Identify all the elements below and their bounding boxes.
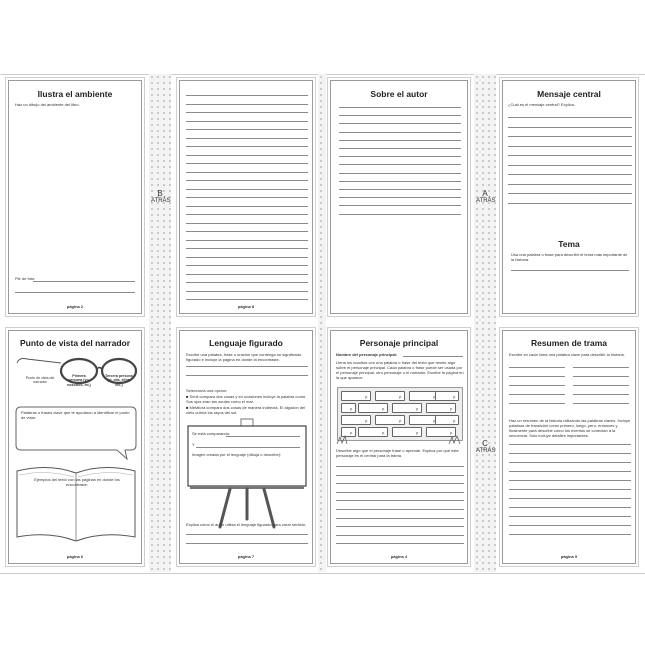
writing-line[interactable] (508, 165, 632, 166)
keyword-line[interactable] (573, 367, 629, 368)
lens-first-person[interactable]: Primera persona (yo, nosotros, mi,) (67, 374, 91, 387)
panel-title: Punto de vista del narrador (19, 338, 131, 348)
writing-line[interactable] (339, 205, 461, 206)
brick-box[interactable] (358, 403, 388, 413)
panel-title: Resumen de trama (530, 338, 608, 348)
brick-page-label: p. (365, 395, 368, 399)
keyword-line[interactable] (573, 376, 629, 377)
panel-punto-de-vista (8, 330, 142, 564)
caption-line-2[interactable] (15, 292, 135, 293)
writing-line[interactable] (509, 498, 631, 499)
panel-resumen-trama (502, 330, 636, 564)
keyword-line[interactable] (573, 385, 629, 386)
keyword-line[interactable] (509, 385, 565, 386)
writing-line[interactable] (339, 197, 461, 198)
writing-line[interactable] (186, 146, 308, 147)
writing-line[interactable] (186, 155, 308, 156)
writing-line[interactable] (186, 240, 308, 241)
writing-line[interactable] (186, 121, 308, 122)
keyword-line[interactable] (509, 376, 565, 377)
panel-question: ¿Cuál es el mensaje central? Explica. (508, 102, 575, 107)
writing-line[interactable] (186, 248, 308, 249)
brick-page-label: p. (450, 407, 453, 411)
panel-sobre-autor (330, 80, 468, 314)
writing-line[interactable] (186, 214, 308, 215)
writing-line[interactable] (336, 543, 464, 544)
writing-line[interactable] (186, 265, 308, 266)
brick-box[interactable] (375, 391, 405, 401)
keyword-line[interactable] (573, 403, 629, 404)
brick-box[interactable] (435, 415, 459, 425)
tema-instruction: Usa una palabra o frase para describir el tema más importante de la historia. (511, 252, 628, 262)
writing-line[interactable] (186, 274, 308, 275)
brick-page-label: p. (416, 407, 419, 411)
brick-page-label: p. (365, 419, 368, 423)
easel-compare-label: Se está comparando: (192, 431, 231, 436)
page-number: página 8 (237, 304, 255, 309)
writing-line[interactable] (508, 174, 632, 175)
writing-line[interactable] (509, 525, 631, 526)
writing-line[interactable] (186, 282, 308, 283)
answer-line[interactable] (511, 270, 629, 271)
marker-b-label: ATRÁS (151, 198, 171, 204)
marker-a-label: ATRÁS (476, 198, 496, 204)
writing-line[interactable] (339, 148, 461, 149)
footer-instruction: Explica cómo el autor utiliza el lenguaje figurado para crear sentido. (186, 522, 307, 527)
writing-line[interactable] (339, 132, 461, 133)
panel-title: Lenguaje figurado (209, 338, 283, 348)
panel-instruction: Escribe una palabra, frase u oración que contenga un significado figurado e incluye la página en donde la encontraste. (186, 352, 302, 362)
option-simil-text: Símil compara dos cosas y en ocasiones incluye la palabra como. Sus ojos eran tan azules como el mar. (186, 394, 307, 404)
writing-line[interactable] (186, 291, 308, 292)
caption-label: Pie de foto: (15, 276, 36, 281)
grass-decoration (337, 435, 463, 445)
lens-third-person[interactable]: Tercera persona (el, ella, ellos, etc.) (105, 374, 133, 387)
writing-line[interactable] (339, 115, 461, 116)
brick-page-label: p. (399, 419, 402, 423)
writing-line[interactable] (186, 112, 308, 113)
writing-line[interactable] (339, 173, 461, 174)
dotted-strip-right (474, 74, 496, 572)
name-label: Nombre del personaje principal: (336, 352, 398, 357)
keyword-line[interactable] (509, 394, 565, 395)
writing-line[interactable] (336, 500, 464, 501)
keyword-line[interactable] (509, 367, 565, 368)
panel-instruction: Haz un dibujo del ambiente del libro. (15, 102, 80, 107)
writing-line[interactable] (509, 453, 631, 454)
writing-line[interactable] (336, 509, 464, 510)
brick-page-label: p. (382, 407, 385, 411)
writing-line[interactable] (509, 480, 631, 481)
writing-line[interactable] (339, 189, 461, 190)
writing-line[interactable] (336, 475, 464, 476)
brick-page-label: p. (453, 395, 456, 399)
panel-title: Mensaje central (537, 89, 601, 99)
brick-box[interactable] (375, 415, 405, 425)
dotted-strip-left (149, 74, 171, 572)
marker-b-letter: B (157, 189, 163, 198)
panel-lined-page (179, 80, 313, 314)
writing-line[interactable] (509, 471, 631, 472)
brick-page-label: p. (350, 431, 353, 435)
describe-instruction: Describe algo que el personaje frase o aprende. Explica por qué este personaje es el central para la trama. (336, 448, 459, 458)
writing-line[interactable] (186, 189, 308, 190)
writing-line[interactable] (186, 104, 308, 105)
writing-line[interactable] (186, 197, 308, 198)
writing-line[interactable] (509, 444, 631, 445)
select-label: Selecciona una opcion: (186, 388, 228, 393)
writing-line[interactable] (508, 155, 632, 156)
writing-line[interactable] (508, 127, 632, 128)
page-number: página 7 (237, 554, 255, 559)
name-line[interactable] (403, 356, 463, 357)
easel-and-label: Y (192, 442, 195, 447)
book-text: Ejemplos del texto con las páginas en donde los encontraste: (34, 477, 120, 487)
panel-title: Sobre el autor (370, 89, 428, 99)
marker-a (476, 189, 494, 204)
panel-personaje-principal (330, 330, 468, 564)
writing-line[interactable] (186, 231, 308, 232)
writing-line[interactable] (509, 516, 631, 517)
writing-line[interactable] (186, 138, 308, 139)
option-simil[interactable]: ■ Símil compara dos cosas y en ocasiones incluye la palabra como. Sus ojos eran tan azules como el mar. (186, 394, 307, 404)
writing-line[interactable] (186, 223, 308, 224)
writing-line[interactable] (186, 180, 308, 181)
brick-page-label: p. (453, 419, 456, 423)
brick-box[interactable] (426, 403, 456, 413)
writing-line[interactable] (336, 492, 464, 493)
brick-page-label: p. (416, 431, 419, 435)
marker-a-letter: A (482, 189, 488, 198)
writing-line[interactable] (186, 257, 308, 258)
writing-line[interactable] (336, 518, 464, 519)
writing-line[interactable] (186, 172, 308, 173)
answer-line[interactable] (186, 534, 308, 535)
writing-line[interactable] (339, 107, 461, 108)
writing-line[interactable] (186, 95, 308, 96)
marker-b (151, 189, 169, 204)
brick-box[interactable] (341, 415, 371, 425)
panel-title: Ilustra el ambiente (37, 89, 113, 99)
page-number: página 2 (66, 304, 84, 309)
panel-ilustra-ambiente (8, 80, 142, 314)
keyword-line[interactable] (509, 403, 565, 404)
writing-line[interactable] (339, 140, 461, 141)
answer-line[interactable] (186, 366, 308, 367)
option-metafora[interactable]: ■ Metáfora compara dos cosas de manera indirecta. El algodón del cielo cubría los rayos del sol. (186, 405, 306, 415)
brick-page-label: p. (399, 395, 402, 399)
writing-line[interactable] (186, 299, 308, 300)
writing-line[interactable] (508, 136, 632, 137)
narrator-label: Punto de vista del narrador (25, 376, 55, 385)
writing-line[interactable] (336, 483, 464, 484)
brick-box[interactable] (392, 403, 422, 413)
answer-line[interactable] (226, 436, 300, 437)
marker-c-label: ATRÁS (476, 448, 496, 454)
brick-page-label: p. (450, 431, 453, 435)
writing-line[interactable] (339, 181, 461, 182)
writing-line[interactable] (336, 466, 464, 467)
bubble-text: Palabras o frases clave que te ayudaron a identificar el punto de vista: (21, 410, 130, 420)
writing-line[interactable] (186, 206, 308, 207)
brick-box[interactable] (341, 391, 371, 401)
writing-line[interactable] (186, 129, 308, 130)
panel-instruction: Escribe en cada línea una palabra clave para describir la historia. (509, 352, 625, 357)
writing-line[interactable] (336, 535, 464, 536)
page-number: página 4 (390, 554, 408, 559)
writing-line[interactable] (339, 214, 461, 215)
marker-c (476, 439, 494, 454)
brick-box[interactable] (341, 403, 356, 413)
brick-box[interactable] (435, 391, 459, 401)
option-metafora-text: Metáfora compara dos cosas de manera indirecta. El algodón del cielo cubría los rayos del sol. (186, 405, 306, 415)
writing-line[interactable] (508, 146, 632, 147)
panel-instruction: Llena los cuadros con una palabra o frase del texto que revele algo sobre el personaje principal. Cada palabra o frase puede ser usada por el personaje principal, otro personaje o el narrador. Escribe la página en la que aparece. (336, 360, 464, 380)
marker-c-letter: C (482, 439, 488, 448)
writing-line[interactable] (509, 489, 631, 490)
panel-mensaje-central (502, 80, 636, 314)
writing-line[interactable] (509, 507, 631, 508)
writing-line[interactable] (508, 203, 632, 204)
dotted-strip-mid (318, 74, 326, 572)
page-number: página 6 (66, 554, 84, 559)
keyword-line[interactable] (573, 394, 629, 395)
writing-line[interactable] (508, 117, 632, 118)
writing-line[interactable] (509, 534, 631, 535)
brick-page-label: p. (382, 431, 385, 435)
writing-line[interactable] (508, 193, 632, 194)
brick-page-label: p. (350, 407, 353, 411)
panel-lenguaje-figurado (179, 330, 313, 564)
writing-line[interactable] (509, 462, 631, 463)
writing-line[interactable] (339, 123, 461, 124)
writing-line[interactable] (186, 163, 308, 164)
page-number: página 9 (560, 554, 578, 559)
easel-image-label: Imagen creada por el lenguaje (dibuja o describe): (192, 452, 282, 457)
writing-line[interactable] (339, 156, 461, 157)
panel-title: Personaje principal (359, 338, 439, 348)
answer-line[interactable] (196, 447, 300, 448)
tema-title: Tema (558, 239, 580, 249)
caption-line[interactable] (33, 281, 135, 282)
writing-line[interactable] (336, 526, 464, 527)
answer-line[interactable] (186, 543, 308, 544)
summary-instruction: Haz un resumen de la historia utilizando las palabras claves. Incluye palabras de transición como primero, luego, pero, entonces y finalmente para describir cómo los eventos se conectan a la secuencia. Solo incluye detalles importantes. (509, 418, 631, 438)
answer-line[interactable] (186, 375, 308, 376)
writing-line[interactable] (339, 164, 461, 165)
writing-line[interactable] (508, 184, 632, 185)
